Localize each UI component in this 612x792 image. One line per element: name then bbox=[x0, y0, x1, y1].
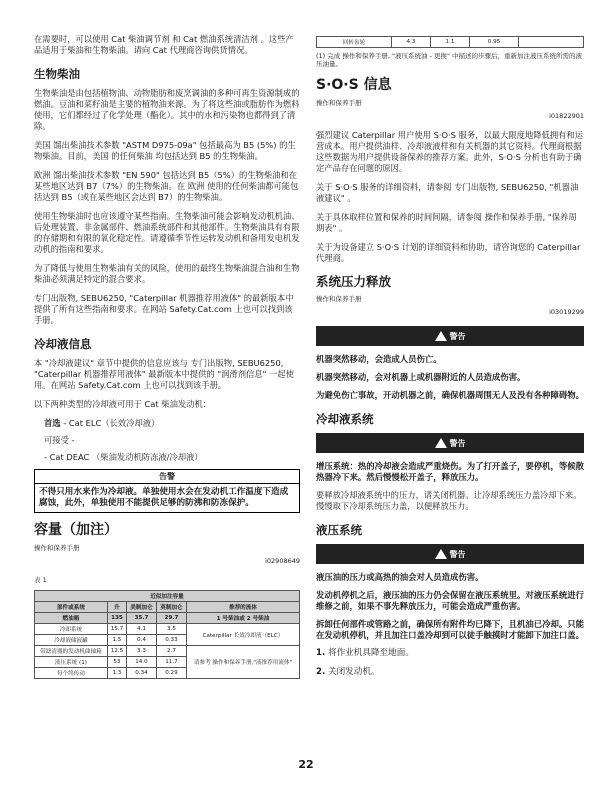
table-super-header: 近似加注容量 bbox=[35, 591, 300, 602]
table-cell bbox=[519, 37, 584, 48]
step-1 bbox=[316, 648, 584, 659]
coolant-preferred bbox=[34, 418, 300, 429]
table-cell: 0.33 bbox=[156, 635, 186, 646]
warning-1-b: 机器突然移动，会对机器上或机器附近的人员造成伤害。 bbox=[316, 372, 526, 382]
notice-box bbox=[34, 469, 300, 513]
table-row bbox=[317, 37, 584, 48]
capacity-subtitle: 操作和保养手册 bbox=[34, 544, 80, 552]
table-header: 英制加仑 bbox=[156, 602, 186, 613]
sos-subtitle: 操作和保养手册 bbox=[316, 99, 362, 107]
warning-label: 警告 bbox=[449, 331, 466, 341]
right-column bbox=[316, 36, 584, 686]
step-text: 关闭发动机。 bbox=[327, 667, 380, 677]
table-cell: 2.7 bbox=[156, 646, 186, 657]
table-header: 升 bbox=[107, 602, 126, 613]
biodiesel-paragraph-5: 为了降低与使用生物柴油有关的风险，使用的最终生物柴油混合油和生物柴油必须满足特定的混合要求。 bbox=[34, 263, 300, 284]
table-cell: 1.3 bbox=[107, 668, 126, 679]
coolant-acceptable: 可接受 - bbox=[44, 435, 75, 445]
warning-banner-2 bbox=[316, 433, 584, 453]
hydraulic-system-heading: 液压系统 bbox=[316, 523, 362, 537]
table-cell: 4.1 bbox=[126, 624, 156, 635]
warning-triangle-icon bbox=[435, 549, 447, 559]
table-cell: 11.7 bbox=[156, 657, 186, 668]
table-cell: 0.4 bbox=[126, 635, 156, 646]
sos-paragraph-1: 强烈建议 Caterpillar 用户使用 S·O·S 服务，以最大限度地降低拥有和运营成本。用户提供油样、冷却液液样和有关机器的其它资料。代理商根据这些数据为用户提供设备保养的推荐方案。此外，S·O·S 分析也有助于确定产品存在问题的原因。 bbox=[316, 130, 584, 173]
biodiesel-paragraph-6: 专门出版物, SEBU6250, "Caterpillar 机器推荐用液体" 的最新版本中提供了所有这些指南和要求。在网站 Safety.Cat.com 上也可以找到该手册。 bbox=[34, 293, 294, 325]
step-number: 1. bbox=[316, 648, 326, 658]
capacity-table bbox=[34, 590, 300, 679]
sos-paragraph-3: 关于具体取样位置和保养的时间间隔，请参阅 操作和保养手册, "保养周期表" 。 bbox=[316, 212, 577, 233]
sos-paragraph-2: 关于 S·O·S 服务的详细资料，请参阅 专门出版物, SEBU6250, "机器油液建议" 。 bbox=[316, 182, 579, 203]
left-column bbox=[34, 34, 300, 679]
table-cell: 3.3 bbox=[126, 646, 156, 657]
table-header: 推荐的流体 bbox=[186, 602, 299, 613]
table-cell: 1 号柴油或 2 号柴油 bbox=[186, 613, 299, 624]
coolant-paragraph-1: 本 "冷却液建议" 章节中提供的信息应该与 专门出版物, SEBU6250, "Caterpillar 机器推荐用液体" 最新版本中提供的 "润滑剂信息" 一起使用。在网站 Safety.Cat.com 上也可以找到该手册。 bbox=[34, 358, 294, 390]
table-cell: Caterpillar 长效冷却液（ELC） bbox=[186, 624, 299, 646]
warning-1-c: 为避免伤亡事故，开动机器之前，确保机器周围无人及没有各种障碍物。 bbox=[316, 390, 584, 400]
coolant-release-paragraph: 要释放冷却液系统中的压力，请关闭机器。让冷却系统压力盖冷却下来。慢慢取下冷却系统压力盖，以便释放压力。 bbox=[316, 490, 582, 511]
pressure-release-heading: 系统压力释放 bbox=[316, 274, 392, 289]
coolant-system-heading: 冷却液系统 bbox=[316, 412, 374, 426]
warning-triangle-icon bbox=[435, 331, 447, 341]
table-title: 表 1 bbox=[34, 576, 47, 584]
table-footnote: (1) 完成 操作和保养手册, "液压系统油 - 更换" 中描述的步骤后，重新加注液压系统所需的液压油量。 bbox=[316, 52, 582, 68]
notice-body: 不得只用水来作为冷却液。单独使用水会在发动机工作温度下造成腐蚀，此外，单独使用不能提供足够的防沸和防冻保护。 bbox=[39, 487, 289, 508]
warning-triangle-icon bbox=[435, 438, 447, 448]
step-number: 2. bbox=[316, 667, 326, 677]
table-cell: 液压系统 (1) bbox=[35, 657, 108, 668]
table-header: 部件或系统 bbox=[35, 602, 108, 613]
pressure-ref: i03019299 bbox=[549, 308, 584, 316]
table-cell: 燃油箱 bbox=[35, 613, 108, 624]
table-row bbox=[35, 624, 300, 635]
table-row bbox=[35, 646, 300, 657]
warning-2: 增压系统：热的冷却液会造成严重烧伤。为了打开盖子，要停机，等候散热器冷下来。然后慢慢松开盖子，释放压力。 bbox=[316, 461, 584, 482]
warning-banner-1 bbox=[316, 326, 584, 346]
warning-banner-3 bbox=[316, 544, 584, 564]
table-cell: 3.5 bbox=[156, 624, 186, 635]
biodiesel-paragraph-1: 生物柴油是由包括植物油、动物脂肪和废烹调油的多种可再生资源制成的燃油。豆油和菜籽油是主要的植物油来源。为了将这些油或脂肪作为燃料使用，它们都经过了化学处理（酯化）。其中的水和污染物也都得到了清除。 bbox=[34, 88, 300, 131]
table-cell: 0.34 bbox=[126, 668, 156, 679]
table-cell: 14.0 bbox=[126, 657, 156, 668]
table-cell: 15.7 bbox=[107, 624, 126, 635]
table-cell: 回转齿轮 bbox=[317, 37, 392, 48]
table-header: 美制加仑 bbox=[126, 602, 156, 613]
sos-paragraph-4: 关于为设备建立 S·O·S 计划的详细资料和协助，请咨询您的 Caterpillar 代理商。 bbox=[316, 242, 581, 263]
capacity-table-continued bbox=[316, 36, 584, 48]
biodiesel-paragraph-2: 美国 馏出柴油技术参数 "ASTM D975-09a" 包括最高为 B5 (5%) 的生物柴油。目前，美国 的任何柴油 均包括达到 B5 的生物柴油。 bbox=[34, 140, 296, 161]
table-cell: 29.7 bbox=[156, 613, 186, 624]
sos-ref: i01822901 bbox=[549, 112, 584, 120]
warning-3-a: 液压油的压力或高热的油会对人员造成伤害。 bbox=[316, 572, 484, 582]
table-cell: 冷却系统 bbox=[35, 624, 108, 635]
step-text: 将作业机具降至地面。 bbox=[327, 648, 414, 658]
step-2 bbox=[316, 667, 584, 678]
pressure-subtitle: 操作和保养手册 bbox=[316, 295, 362, 303]
coolant-paragraph-2: 以下两种类型的冷却液可用于 Cat 柴油发动机： bbox=[34, 399, 212, 409]
warning-label: 警告 bbox=[449, 438, 466, 448]
notice-heading: 告警 bbox=[35, 470, 299, 484]
table-cell: 请参考 操作和保养手册,"液推荐用流体" bbox=[186, 646, 299, 679]
table-cell: 1.1 bbox=[431, 37, 470, 48]
warning-1-a: 机器突然移动，会造成人员伤亡。 bbox=[316, 354, 442, 364]
table-cell: 0.29 bbox=[156, 668, 186, 679]
page-number: 22 bbox=[298, 758, 314, 771]
table-cell: 冷却液储液罐 bbox=[35, 635, 108, 646]
table-cell: 1.5 bbox=[107, 635, 126, 646]
preferred-label: 首选 bbox=[44, 418, 61, 428]
preferred-text: - Cat ELC（长效冷却液） bbox=[60, 418, 160, 428]
coolant-deac: - Cat DEAC （柴油发动机防冻液/冷却液） bbox=[44, 452, 203, 462]
warning-3-b: 发动机停机之后，液压油的压力仍会保留在液压系统里。对液压系统进行维修之前，如果不事先释放压力，可能会造成严重伤害。 bbox=[316, 590, 584, 611]
capacity-heading: 容量（加注） bbox=[34, 522, 118, 538]
warning-label: 警告 bbox=[449, 549, 466, 559]
table-cell: 每个终传动 bbox=[35, 668, 108, 679]
table-cell: 35.7 bbox=[126, 613, 156, 624]
biodiesel-paragraph-3: 欧洲 馏出柴油技术参数 "EN 590" 包括达到 B5（5%）的生物柴油和在某些地区达到 B7（7%）的生物柴油。在 欧洲 使用的任何柴油都可能包括达到 B5（或在某些地区会达到 B7）的生物柴油。 bbox=[34, 170, 299, 202]
table-cell: 带滤清器的发动机曲轴箱 bbox=[35, 646, 108, 657]
table-cell: 0.95 bbox=[470, 37, 519, 48]
table-cell: 4.3 bbox=[392, 37, 431, 48]
coolant-info-heading: 冷却液信息 bbox=[34, 337, 92, 351]
intro-paragraph: 在需要时，可以使用 Cat 柴油调节剂 和 Cat 燃油系统清洁剂 。这些产品适用于柴油和生物柴油。请向 Cat 代理商咨询供货情况。 bbox=[34, 34, 294, 55]
biodiesel-paragraph-4: 使用生物柴油时也应该遵守某些指南。生物柴油可能会影响发动机机油、后处理装置、非金属部件、燃油系统部件和其他部件。生物柴油具有有限的存储期和有限的氧化稳定性。请遵循季节性运转发动机和备用发电机发动机的指南和要求。 bbox=[34, 211, 300, 254]
sos-heading: S·O·S 信息 bbox=[316, 77, 392, 93]
biodiesel-heading: 生物柴油 bbox=[34, 67, 80, 81]
table-cell: 135 bbox=[107, 613, 126, 624]
warning-3-c: 拆卸任何部件或管路之前，确保所有附件均已降下，且机油已冷却。只能在发动机停机，并且加注口盖冷却到可以徒手触摸时才能卸下加注口盖。 bbox=[316, 619, 584, 640]
table-cell: 53 bbox=[107, 657, 126, 668]
table-cell: 12.5 bbox=[107, 646, 126, 657]
capacity-ref: i02908649 bbox=[265, 557, 300, 565]
